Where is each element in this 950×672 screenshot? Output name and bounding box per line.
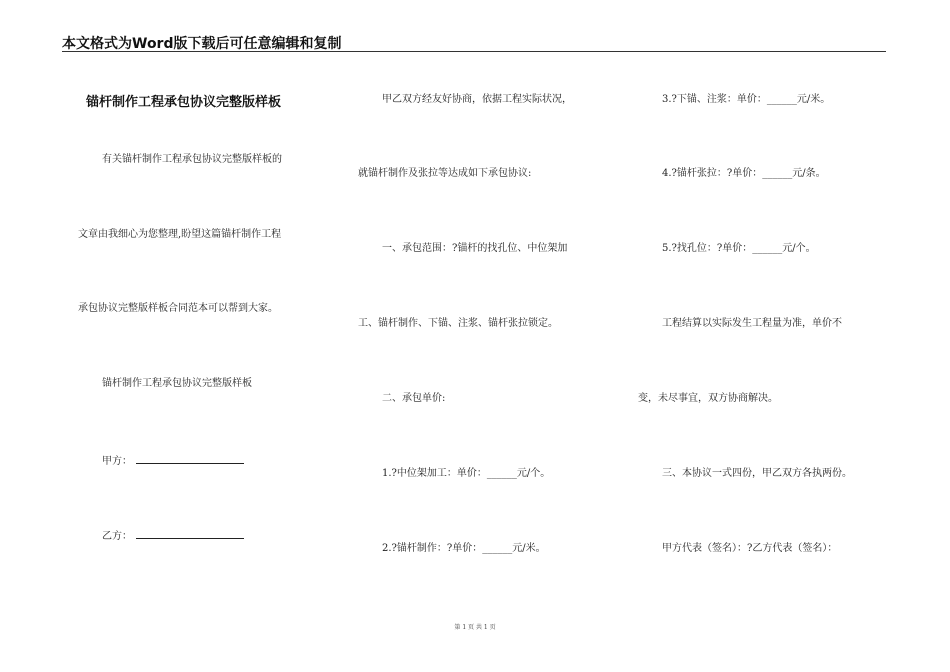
header-title: 本文格式为Word版下载后可任意编辑和复制 [62,36,342,52]
col3-line-4: 工程结算以实际发生工程量为准，单价不 [662,318,842,329]
col1-line-4: 锚杆制作工程承包协议完整版样板 [102,378,252,389]
header-divider [62,51,886,52]
col2-line-7: 2.?锚杆制作：?单价：______元/米。 [382,543,546,554]
col2-line-3: 一、承包范围：?锚杆的找孔位、中位架加 [382,243,568,254]
col2-line-4: 工、锚杆制作、下锚、注浆、锚杆张拉锁定。 [358,318,558,329]
document-title: 锚杆制作工程承包协议完整版样板 [86,95,282,110]
col1-line-3: 承包协议完整版样板合同范本可以帮到大家。 [78,303,278,314]
col3-line-3: 5.?找孔位：?单价：______元/个。 [662,243,816,254]
party-b-label: 乙方： [102,531,132,542]
party-a-label: 甲方： [102,456,132,467]
party-a-blank [136,453,244,464]
party-b-field [102,528,244,544]
col3-line-7: 甲方代表（签名）：?乙方代表（签名）： [662,543,838,554]
col2-line-6: 1.?中位架加工：单价：______元/个。 [382,468,551,479]
page-number: 第 1 页 共 1 页 [454,624,496,631]
col3-line-1: 3.?下锚、注浆：单价：______元/米。 [662,94,831,105]
party-b-blank [136,528,244,539]
col2-line-2: 就锚杆制作及张拉等达成如下承包协议: [358,168,532,179]
party-a-field [102,453,244,469]
col3-line-6: 三、本协议一式四份，甲乙双方各执两份。 [662,468,852,479]
col2-line-5: 二、承包单价: [382,393,446,404]
col2-line-1: 甲乙双方经友好协商，依据工程实际状况， [382,94,572,105]
col3-line-2: 4.?锚杆张拉：?单价：______元/条。 [662,168,826,179]
col3-line-5: 变，未尽事宜，双方协商解决。 [638,393,778,404]
col1-line-1: 有关锚杆制作工程承包协议完整版样板的 [102,154,282,165]
col1-line-2: 文章由我细心为您整理,盼望这篇锚杆制作工程 [78,229,282,240]
